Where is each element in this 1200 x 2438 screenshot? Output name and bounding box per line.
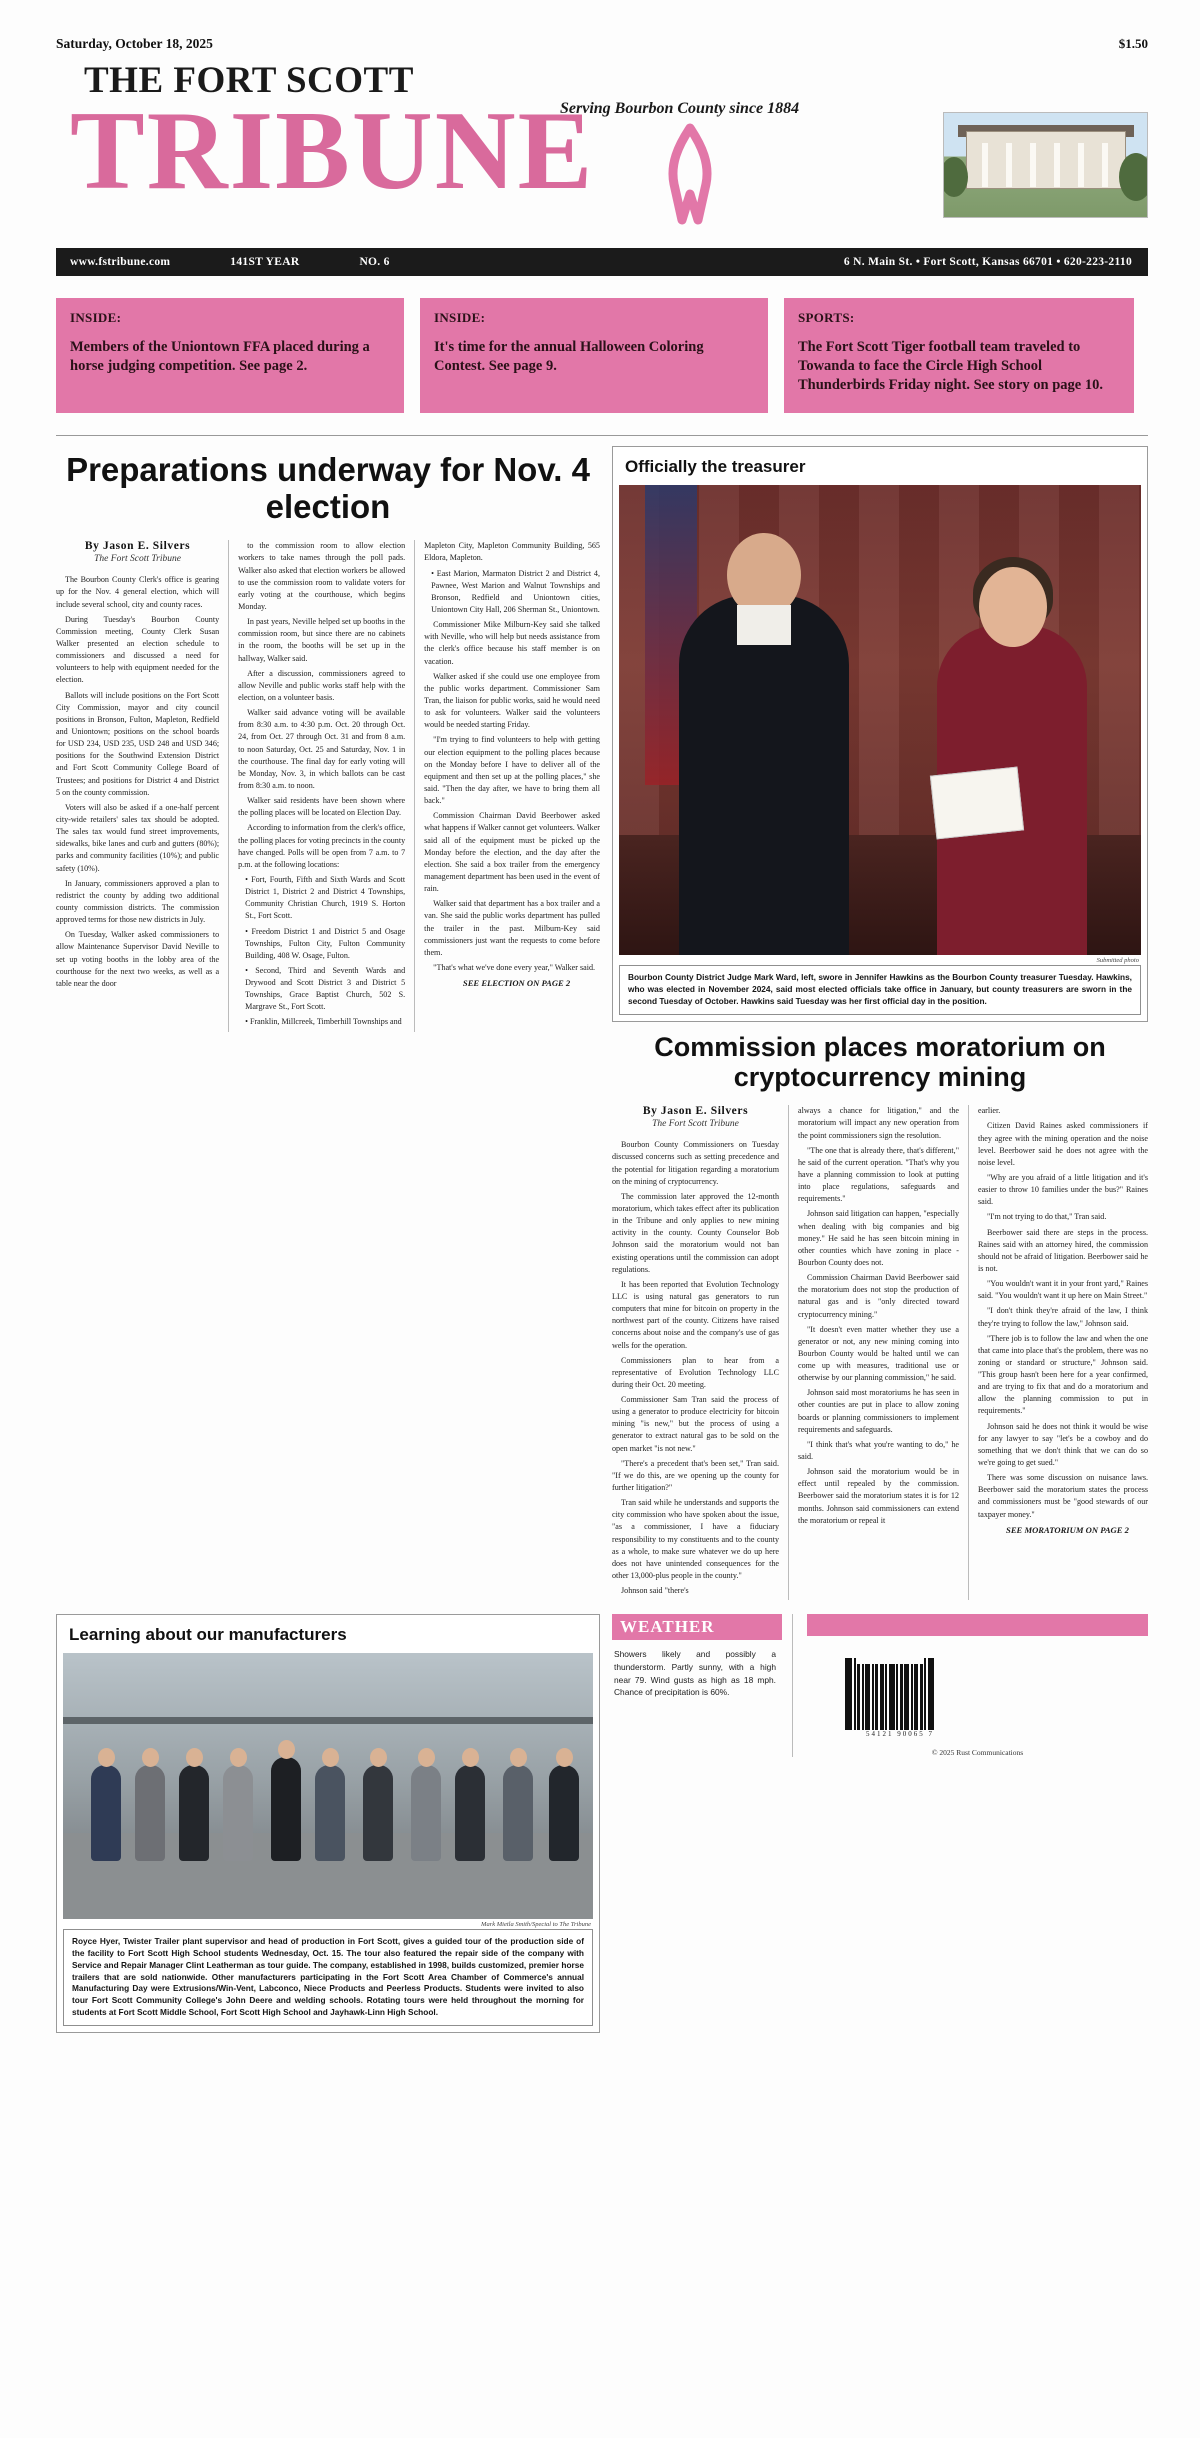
top-line [0, 0, 1200, 52]
paragraph: Johnson said the moratorium would be in effect until repealed by the commission. Beerbower said the moratorium states it is for 12 months. Johnson said commissioners can extend the moratorium or repeal it [798, 1467, 959, 1525]
lower-content-row [56, 1614, 1148, 2032]
paragraph: On Tuesday, Walker asked commissioners to allow Maintenance Supervisor David Neville to set up voting booths in the lobby area of the courthouse for the next two weeks, as well as a table near the door [56, 930, 220, 988]
promo-label: INSIDE: [434, 310, 486, 325]
barcode-box [792, 1614, 1148, 1757]
paragraph: Voters will also be asked if a one-half percent city-wide retailers' sales tax should be adopted. The sales tax would fund street improvements, sidewalks, bike lanes and curb and gutters (80%); parks and community facilities (10%); and public safety (10%). [56, 802, 220, 873]
election-column-2 [238, 540, 405, 1028]
promo-box-inside-2[interactable] [420, 298, 768, 413]
promo-box-sports[interactable] [784, 298, 1134, 413]
masthead-nameplate: TRIBUNE [70, 89, 595, 213]
paragraph: "I'm trying to find volunteers to help with getting our election equipment to the polling places because on the Monday before I have to deliver all of the equipment and then set up at the polling places," she said. "Then the day after, we have to bring them all back." [424, 735, 600, 806]
weather-forecast-text: Showers likely and possibly a thunderstorm. Partly sunny, with a high near 79. Wind gusts as high as 18 mph. Chance of precipitation is 60%. [614, 1649, 776, 1698]
manufacturers-photo [63, 1653, 593, 1919]
issue-number: NO. 6 [359, 256, 390, 268]
paragraph: always a chance for litigation," and the moratorium will impact any new operation from the point commissioners sign the resolution. [798, 1106, 959, 1140]
cover-price: $1.50 [1118, 36, 1148, 51]
photo-credit: Submitted photo [1096, 957, 1139, 965]
paragraph: Beerbower said there are steps in the process. Raines said with an attorney hired, the commission should not be afraid of litigation. Beerbower said he is not. [978, 1227, 1148, 1273]
certificate [930, 767, 1024, 840]
paragraph: In January, commissioners approved a plan to redistrict the county by adding two additional county commission districts. The commission approved terms for those new districts in July. [56, 878, 220, 925]
crypto-byline [612, 1105, 779, 1129]
paragraph: Commissioner Mike Milburn-Key said she talked with Neville, who will help but needs assistance from the clerk's office because his staff member is on vacation. [424, 620, 600, 666]
pink-ribbon-icon [660, 120, 720, 230]
paragraph: earlier. [978, 1106, 1001, 1116]
paragraph: "You wouldn't want it in your front yard," Raines said. "You wouldn't want it up here on Main Street." [978, 1279, 1148, 1301]
paragraph: "That's what we've done every year," Walker said. [433, 962, 596, 972]
paragraph: Citizen David Raines asked commissioners if they agree with the mining operation and the noise level. Beerbower said he does not agree with the noise level. [978, 1121, 1148, 1167]
paragraph: Commission Chairman David Beerbower asked what happens if Walker cannot get volunteers. Walker said all of the equipment must be picked up the Monday before the election, and the day after the election. She said a box trailer from the emergency management department has been used in the event of rain. [424, 811, 600, 894]
crypto-column-3 [978, 1105, 1148, 1536]
photo-credit: Mark Mietla Smith/Special to The Tribune [481, 1921, 591, 1929]
paragraph: to the commission room to allow election workers to take names through the poll pads. Walker also asked that election workers be allowed to use the commission room to validate voters for early voting at the courthouse, which begins Monday. [238, 541, 406, 611]
election-jump-line[interactable]: SEE ELECTION ON PAGE 2 [462, 978, 571, 989]
weather-title: WEATHER [612, 1614, 782, 1640]
crypto-headline: Commission places moratorium on cryptocurrency mining [654, 1031, 1106, 1093]
promo-text: It's time for the annual Halloween Coloring Contest. See page 9. [434, 339, 704, 375]
manufacturers-photo-title: Learning about our manufacturers [69, 1625, 347, 1645]
weather-and-barcode-row [612, 1614, 1148, 1757]
content-area [56, 435, 1148, 2032]
weather-box [612, 1614, 792, 1698]
paragraph: Walker said residents have been shown where the polling places will be located on Election Day. [238, 796, 406, 818]
crypto-column-1 [612, 1139, 779, 1597]
promo-label: INSIDE: [70, 310, 122, 325]
right-rail [612, 446, 1148, 1600]
barcode-digits: 54121 90065 7 [866, 1730, 934, 1739]
treasurer-photo-title: Officially the treasurer [625, 457, 806, 477]
paragraph: There was some discussion on nuisance laws. Beerbower said the moratorium states the process and commissioners must be "good stewards of our taxpayer money." [978, 1473, 1148, 1519]
volume-year: 141ST YEAR [230, 256, 300, 268]
paragraph: Johnson said most moratoriums he has seen in other counties are put in place to allow zoning boards or planning commissioners to implement requirements and safeguards. [798, 1388, 959, 1434]
paragraph: "There job is to follow the law and when the one that came into place that's the problem, there was no zoning or standard or structure," Johnson said. "This group hasn't been here for a year confirmed, and are trying to fix that and do a moratorium and allow the planning commission to put in requirements." [978, 1333, 1148, 1416]
paragraph: Mapleton City, Mapleton Community Building, 565 Eldora, Mapleton. [424, 541, 600, 563]
paragraph: "I'm not trying to do that," Tran said. [987, 1212, 1107, 1222]
paragraph: During Tuesday's Bourbon County Commission meeting, County Clerk Susan Walker presented an election schedule to commissioners and discussed a need for volunteers to help with equipment needed for the election. [56, 614, 220, 685]
paragraph: It has been reported that Evolution Technology LLC is using natural gas generators to run computers that mine for bitcoin on property in the northwest part of the county. Citizens have raised concerns about noise and the company's use of gas wells for the operation. [612, 1279, 779, 1350]
election-story-block [56, 446, 612, 1600]
paragraph: The Bourbon County Clerk's office is gearing up for the Nov. 4 general election, which will include several school, city and county races. [56, 575, 220, 609]
barcode-graphic [845, 1658, 1148, 1730]
paragraph: Tran said while he understands and supports the city commission who have spoken about the issue, "as a commissioner, I have a fiduciary responsibility to my constituents and to the county as a whole, to make sure whatever we do up here does not have unintended consequences for the other 13,000-plus people in the county." [612, 1498, 779, 1581]
election-byline [56, 540, 219, 564]
paragraph: Walker said that department has a box trailer and a van. She said the public works department has pulled the trailer in the past. Milburn-Key said commissioners just want the requests to come before them. [424, 899, 600, 957]
paragraph: "There's a precedent that's been set," Tran said. "If we do this, are we opening up the county for further litigation?" [612, 1458, 779, 1493]
paragraph: Commissioner Sam Tran said the process of using a generator to produce electricity for bitcoin mining "is new," but the process of using a generator to extract natural gas to be sold on the open market "is not new." [612, 1395, 779, 1453]
paragraph: Johnson said litigation can happen, "especially when dealing with big companies and big money." He said he has seen bitcoin mining in other counties which have zoning in place - Bourbon County does not. [798, 1209, 959, 1267]
paragraph: Ballots will include positions on the Fort Scott City Commission, mayor and city council positions in Bronson, Fulton, Mapleton, Redfield and Uniontown; positions on the school boards for USD 234, USD 235, USD 248 and USD 346; positions for the Southwind Extension District and Fort Scott Community College Board of Trustees; and positions for District 4 and District 5 on the county commission. [56, 690, 220, 797]
paragraph: Walker said advance voting will be available from 8:30 a.m. to 4:30 p.m. Oct. 20 through Oct. 24, from Oct. 27 through Oct. 31 and from 8 a.m. to noon Saturday, Oct. 25 and Saturday, Nov. 1 in the courthouse. The final day for early voting will be Monday, Nov. 3, in which ballots can be cast from 8:30 a.m. to noon. [238, 708, 406, 790]
paragraph: In past years, Neville helped set up booths in the commission room, but since there are no cabinets in the room, the booths will be set up in the hallway, Walker said. [238, 617, 406, 663]
election-headline: Preparations underway for Nov. 4 election [66, 451, 590, 526]
paragraph-bullet: • Franklin, Millcreek, Timberhill Townships and [245, 1017, 402, 1027]
promo-label: SPORTS: [798, 310, 855, 325]
masthead-building-photo [943, 112, 1148, 218]
upper-content-row [56, 446, 1148, 1600]
website-url[interactable]: www.fstribune.com [70, 256, 171, 268]
paragraph: Commission Chairman David Beerbower said the moratorium does not stop the production of natural gas and is "only directed toward cryptocurrency mining." [798, 1273, 959, 1319]
byline-author: By Jason E. Silvers [84, 540, 191, 553]
paragraph: "Why are you afraid of a little litigation and it's easier to throw 10 families under the bus?" Raines said. [978, 1172, 1148, 1207]
issue-date: Saturday, October 18, 2025 [56, 36, 213, 51]
barcode-accent-bar [807, 1614, 1148, 1636]
paragraph: According to information from the clerk's office, the polling places for voting precincts in the county have changed. Polls will be open from 7 a.m. to 7 p.m. at the following locations: [238, 823, 406, 869]
masthead-kicker: THE FORT SCOTT [84, 60, 414, 101]
treasurer-photo-caption: Bourbon County District Judge Mark Ward, left, swore in Jennifer Hawkins as the Bourbon County treasurer Tuesday. Hawkins, who was elected in November 2024, said most elected officials take office in January, but county treasurers are sworn in the second Tuesday of October. Hawkins said Tuesday was her first official day in the position. [619, 965, 1141, 1014]
paragraph: Johnson said he does not think it would be wise for any lawyer to say "let's be a cowboy and do something that we don't think that we can do so we're going to get sued." [978, 1421, 1148, 1468]
paragraph: "It doesn't even matter whether they use a generator or not, any new mining coming into Bourbon County would be halted until we can come up with measures, traditional use or otherwise by our planning commission," he said. [798, 1324, 959, 1383]
paragraph-bullet: • East Marion, Marmaton District 2 and District 4, Pawnee, West Marion and Walnut Townships and Bronson, Redfield and Uniontown cities, Uniontown City Hall, 206 Sherman St., Uniontown. [431, 568, 600, 614]
paragraph: Commissioners plan to hear from a representative of Evolution Technology LLC during their Oct. 20 meeting. [612, 1355, 779, 1389]
promo-box-row [56, 298, 1148, 413]
byline-org: The Fort Scott Tribune [652, 1119, 739, 1130]
paragraph: Bourbon County Commissioners on Tuesday discussed concerns such as setting precedence and the potential for litigation regarding a moratorium on the mining of cryptocurrency. [612, 1140, 779, 1186]
paragraph: After a discussion, commissioners agreed to allow Neville and public works staff help with the election, on a volunteer basis. [238, 668, 406, 702]
promo-text: Members of the Uniontown FFA placed during a horse judging competition. See page 2. [70, 339, 370, 375]
paragraph: "I don't think they're afraid of the law, I think they're trying to follow the law," Johnson said. [978, 1306, 1148, 1328]
election-column-1 [56, 574, 219, 990]
paragraph: The commission later approved the 12-month moratorium, which takes effect after its publication in the Tribune and only applies to new mining activity in the county. County Counselor Bob Johnson said the moratorium would not ban existing operations until the commission can adopt regulations. [612, 1191, 779, 1274]
crypto-column-2 [798, 1105, 959, 1527]
byline-author: By Jason E. Silvers [642, 1105, 749, 1118]
election-column-3 [424, 540, 600, 990]
byline-org: The Fort Scott Tribune [94, 554, 181, 565]
promo-text: The Fort Scott Tiger football team traveled to Towanda to face the Circle High School Thunderbirds Friday night. See story on page 10. [798, 339, 1103, 394]
manufacturers-photo-package [56, 1614, 612, 2032]
paragraph: "The one that is already there, that's different," he said of the current operation. "That's why you have a planning commission to look at putting into place regulations, safeguards and requirements." [798, 1145, 959, 1204]
paragraph-bullet: • Freedom District 1 and District 5 and Osage Townships, Fulton City, Fulton Community Building, 408 W. Osage, Fulton. [245, 926, 406, 960]
treasurer-photo [619, 485, 1141, 955]
paragraph: "I think that's what you're wanting to do," he said. [798, 1439, 959, 1462]
paragraph: Johnson said "there's [621, 1586, 689, 1596]
manufacturers-photo-caption: Royce Hyer, Twister Trailer plant supervisor and head of production in Fort Scott, gives a guided tour of the production side of the facility to Fort Scott High School students Wednesday, Oct. 15. The tour also featured the repair side of the company with Service and Repair Manager Clint Leatherman as tour guide. The company, established in 1998, builds customized, premier horse trailers that are sold nationwide. Other manufacturers participating in the Fort Scott Area Chamber of Commerce's annual Manufacturing Day were Extrusions/Win-Vent, Labconco, Niece Products and Peerless Products. Students were invited to also tour Fort Scott Community College's John Deere and welding schools. Rotating tours were held throughout the morning for students at Fort Scott Middle School, Fort Scott High School and Jayhawk-Linn High School. [63, 1929, 593, 2025]
masthead-slogan: Serving Bourbon County since 1884 [560, 100, 800, 117]
judge-figure [679, 595, 849, 955]
copyright-line: © 2025 Rust Communications [931, 1748, 1024, 1758]
crypto-jump-line[interactable]: SEE MORATORIUM ON PAGE 2 [1006, 1524, 1129, 1535]
paragraph: Walker asked if she could use one employee from the public works department. Commissioner Sam Tran, the liaison for public works, said he would need to ask for volunteers. Walker said the volunteers would be needed starting Friday. [424, 671, 600, 730]
masthead [0, 52, 1200, 242]
treasurer-photo-package [612, 446, 1148, 1021]
masthead-info-bar [56, 248, 1148, 276]
paragraph-bullet: • Second, Third and Seventh Wards and Drywood and Scott District 3 and District 5 Townships, Grace Baptist Church, 502 S. Margrave St., Fort Scott. [245, 965, 406, 1012]
office-address: 6 N. Main St. • Fort Scott, Kansas 66701 • 620-223-2110 [843, 256, 1132, 268]
paragraph-bullet: • Fort, Fourth, Fifth and Sixth Wards and Scott District 1, District 2 and District 4 Townships, Community Christian Church, 1919 S. Horton St., Fort Scott. [245, 874, 406, 921]
promo-box-inside-1[interactable] [56, 298, 404, 413]
